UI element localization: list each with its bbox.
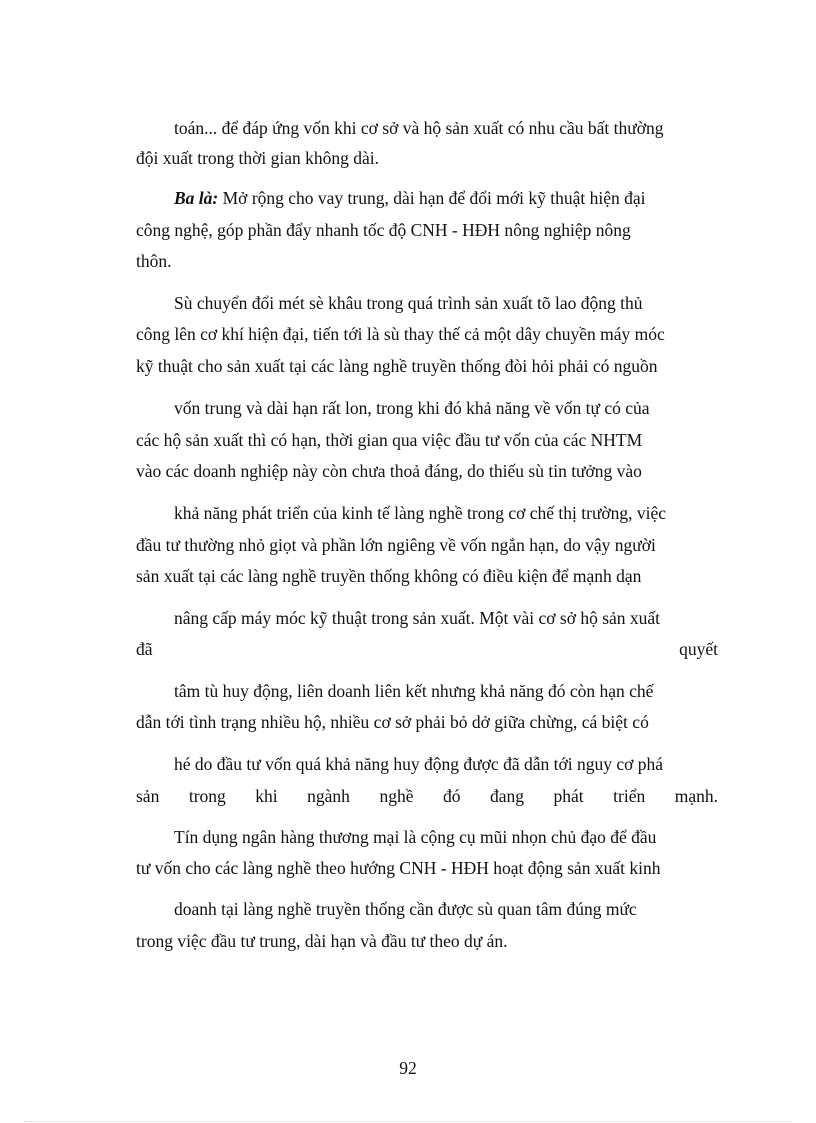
line-word: phát: [553, 786, 584, 806]
page-number: 92: [399, 1058, 417, 1078]
line-word: nghề: [379, 786, 414, 806]
text-line: [136, 899, 718, 919]
line-text: toán... để đáp ứng vốn khi cơ sở và hộ sản xuất có nhu cầu bất thường: [174, 118, 664, 138]
text-line-split: [136, 639, 718, 659]
line-text: dẫn tới tình trạng nhiều hộ, nhiều cơ sở phải bỏ dở giữa chừng, cá biệt có: [136, 712, 649, 732]
text-line: [136, 503, 718, 523]
text-line: [136, 398, 718, 418]
text-line: [136, 356, 718, 376]
line-text: vốn trung và dài hạn rất lon, trong khi đó khả năng về vốn tự có của: [174, 398, 650, 418]
text-line: [136, 251, 718, 271]
page-body: [136, 0, 718, 1123]
line-word: đã: [136, 639, 153, 659]
line-word: khi: [255, 786, 278, 806]
ba-la-heading: Ba là:: [174, 188, 219, 208]
text-line: [136, 535, 718, 555]
line-word: quyết: [679, 639, 718, 659]
line-text: vào các doanh nghiệp này còn chưa thoả đáng, do thiếu sù tin tưởng vào: [136, 461, 642, 481]
text-line-split: [136, 786, 718, 806]
line-word: trong: [188, 786, 226, 806]
line-text: sản xuất tại các làng nghề truyền thống không có điều kiện để mạnh dạn: [136, 566, 642, 586]
text-line: [136, 324, 718, 344]
text-line: [136, 118, 718, 138]
line-text: tư vốn cho các làng nghề theo hướng CNH - HĐH hoạt động sản xuất kinh: [136, 858, 661, 878]
line-word: sản: [136, 786, 160, 806]
line-text: hé do đầu tư vốn quá khả năng huy động được đã dẫn tới nguy cơ phá: [174, 754, 663, 774]
line-text: Tín dụng ngân hàng thương mại là cộng cụ mũi nhọn chủ đạo để đầu: [174, 827, 657, 847]
line-text: đầu tư thường nhỏ giọt và phần lớn ngiêng về vốn ngắn hạn, do vậy người: [136, 535, 656, 555]
text-line: [136, 188, 718, 208]
text-line: [136, 461, 718, 481]
line-text: công lên cơ khí hiện đại, tiến tới là sù thay thế cả một dây chuyền máy móc: [136, 324, 665, 344]
line-word: đó: [442, 786, 461, 806]
text-line: [136, 858, 718, 878]
text-line: [136, 148, 718, 168]
text-line: [136, 293, 718, 313]
line-text: đội xuất trong thời gian không dài.: [136, 148, 380, 168]
text-line: [136, 931, 718, 951]
line-word: ngành: [307, 786, 350, 806]
text-line: [136, 712, 718, 732]
line-text: tâm tù huy động, liên doanh liên kết nhưng khả năng đó còn hạn chế: [174, 681, 654, 701]
line-text: kỹ thuật cho sản xuất tại các làng nghề truyền thống đòi hỏi phải có nguồn: [136, 356, 658, 376]
text-line: [136, 220, 718, 240]
line-text: doanh tại làng nghề truyền thống cần được sù quan tâm đúng mức: [174, 899, 637, 919]
text-line: [136, 681, 718, 701]
line-word: mạnh.: [674, 786, 718, 806]
line-text: thôn.: [136, 251, 172, 271]
text-line: [136, 608, 718, 628]
line-text: Mở rộng cho vay trung, dài hạn để đổi mới kỹ thuật hiện đại: [222, 188, 646, 208]
text-line: [136, 430, 718, 450]
line-text: nâng cấp máy móc kỹ thuật trong sản xuất. Một vài cơ sở hộ sản xuất: [174, 608, 661, 628]
line-text: các hộ sản xuất thì có hạn, thời gian qua việc đầu tư vốn của các NHTM: [136, 430, 643, 450]
text-line: [136, 827, 718, 847]
text-line: [136, 754, 718, 774]
line-word: đang: [489, 786, 524, 806]
line-text: khả năng phát triển của kinh tế làng nghề trong cơ chế thị trường, việc: [174, 503, 667, 523]
text-line: [136, 566, 718, 586]
page-bottom-divider: [24, 1121, 792, 1122]
line-text: công nghệ, góp phần đẩy nhanh tốc độ CNH - HĐH nông nghiệp nông: [136, 220, 631, 240]
line-text: trong việc đầu tư trung, dài hạn và đầu tư theo dự án.: [136, 931, 508, 951]
line-text: Sù chuyển đổi mét sè khâu trong quá trình sản xuất tõ lao động thủ: [174, 293, 643, 313]
line-word: triển: [613, 786, 646, 806]
